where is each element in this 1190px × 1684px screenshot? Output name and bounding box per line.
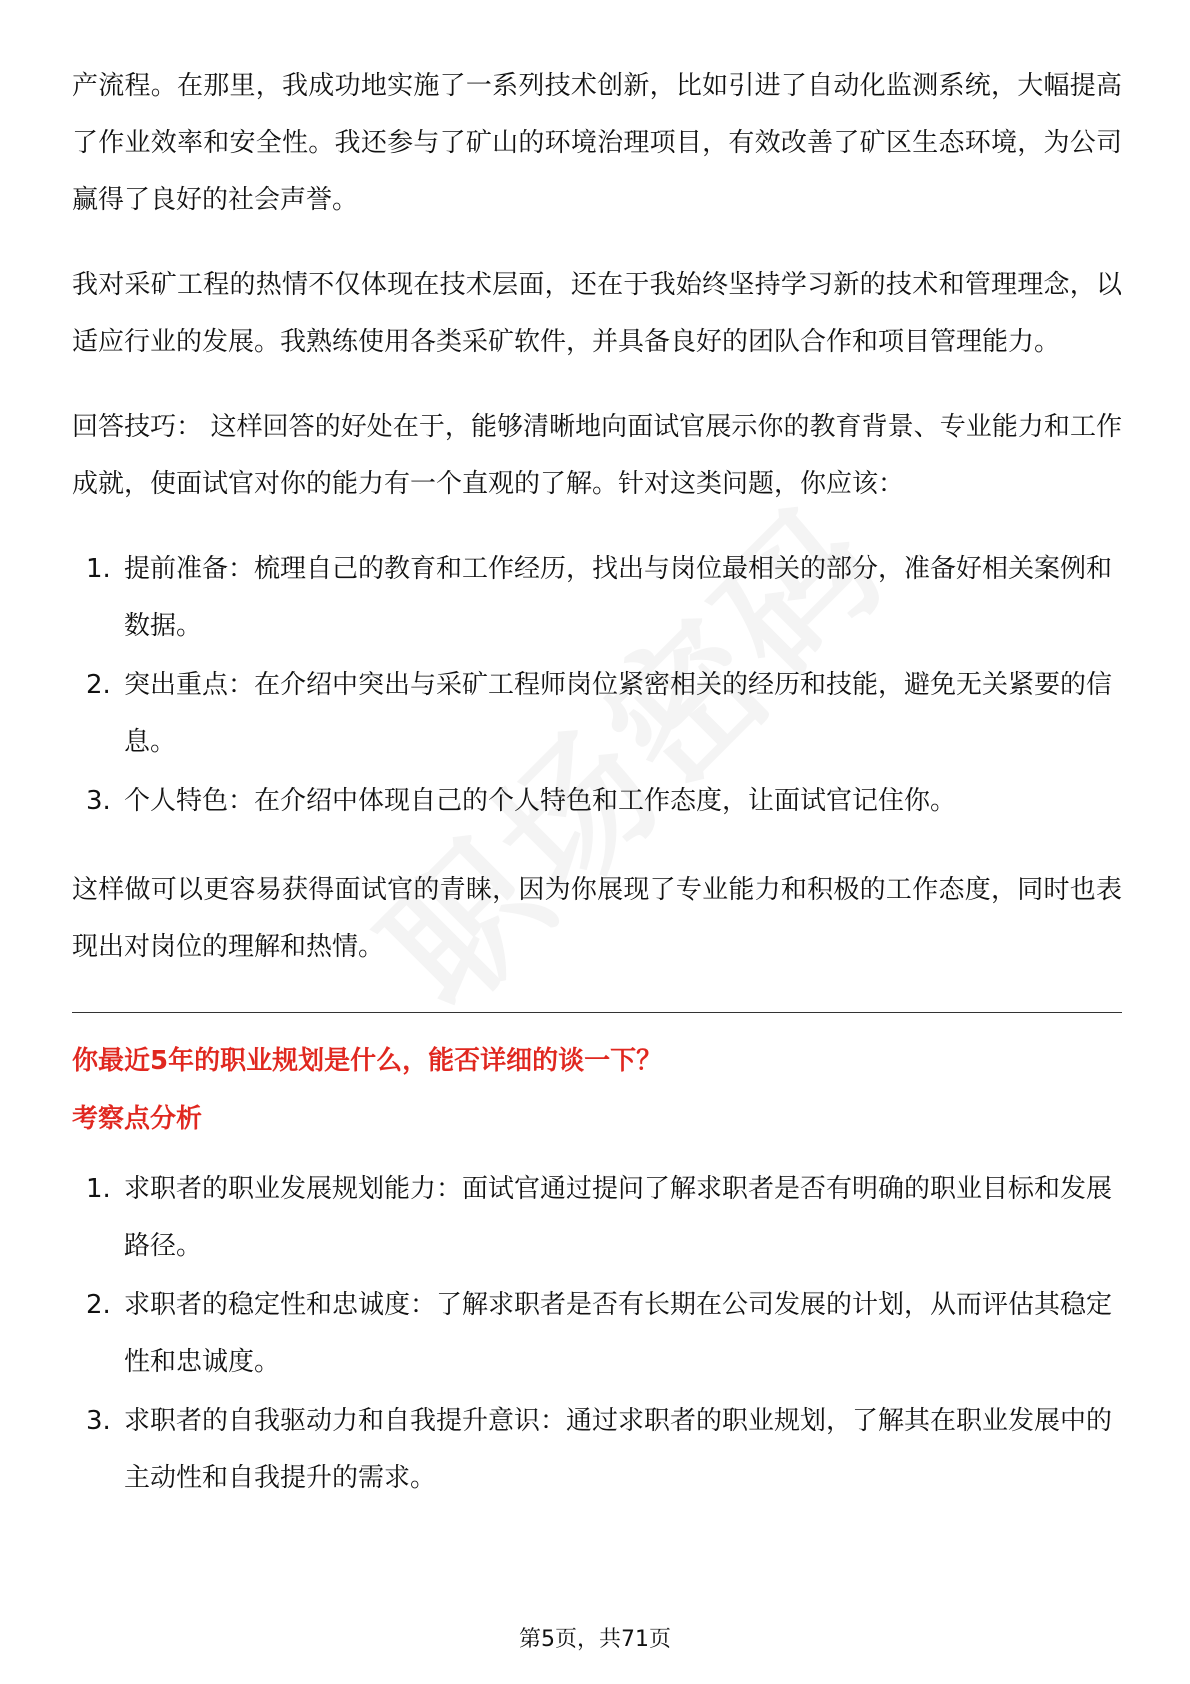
- paragraph-answer-tips: 回答技巧： 这样回答的好处在于，能够清晰地向面试官展示你的教育背景、专业能力和工作成就，使面试官对你的能力有一个直观的了解。针对这类问题，你应该：: [72, 412, 1122, 499]
- list-item: [72, 1161, 1122, 1275]
- list-text: 求职者的稳定性和忠诚度：了解求职者是否有长期在公司发展的计划，从而评估其稳定性和忠诚度。: [124, 1290, 1113, 1377]
- list-item: [72, 1277, 1122, 1391]
- list-number: 2.: [86, 670, 111, 700]
- analysis-heading: 考察点分析: [72, 1104, 203, 1134]
- list-text: 提前准备：梳理自己的教育和工作经历，找出与岗位最相关的部分，准备好相关案例和数据。: [124, 554, 1113, 641]
- list-number: 3.: [86, 786, 111, 816]
- list-number: 1.: [86, 1174, 111, 1204]
- document-page: [72, 58, 1122, 1539]
- list-number: 2.: [86, 1290, 111, 1320]
- section-divider: [72, 1012, 1122, 1013]
- list-item: [72, 1393, 1122, 1507]
- list-text: 突出重点：在介绍中突出与采矿工程师岗位紧密相关的经历和技能，避免无关紧要的信息。: [124, 670, 1113, 757]
- paragraph-conclusion: 这样做可以更容易获得面试官的青睐，因为你展现了专业能力和积极的工作态度，同时也表现出对岗位的理解和热情。: [72, 875, 1122, 962]
- list-number: 3.: [86, 1406, 111, 1436]
- tips-list: [72, 541, 1122, 830]
- question-heading: 你最近5年的职业规划是什么，能否详细的谈一下？: [72, 1046, 663, 1076]
- list-text: 求职者的自我驱动力和自我提升意识：通过求职者的职业规划，了解其在职业发展中的主动性和自我提升的需求。: [124, 1406, 1113, 1493]
- list-number: 1.: [86, 554, 111, 584]
- paragraph-work-experience: 产流程。在那里，我成功地实施了一系列技术创新，比如引进了自动化监测系统，大幅提高了作业效率和安全性。我还参与了矿山的环境治理项目，有效改善了矿区生态环境，为公司赢得了良好的社会声誉。: [72, 71, 1122, 215]
- list-item: [72, 657, 1122, 771]
- analysis-list: [72, 1161, 1122, 1507]
- page-footer: 第5页，共71页: [519, 1627, 671, 1652]
- list-text: 个人特色：在介绍中体现自己的个人特色和工作态度，让面试官记住你。: [124, 786, 957, 816]
- list-item: [72, 541, 1122, 655]
- paragraph-passion: 我对采矿工程的热情不仅体现在技术层面，还在于我始终坚持学习新的技术和管理理念，以适应行业的发展。我熟练使用各类采矿软件，并具备良好的团队合作和项目管理能力。: [72, 270, 1122, 357]
- list-text: 求职者的职业发展规划能力：面试官通过提问了解求职者是否有明确的职业目标和发展路径。: [124, 1174, 1113, 1261]
- list-item: [72, 773, 1122, 830]
